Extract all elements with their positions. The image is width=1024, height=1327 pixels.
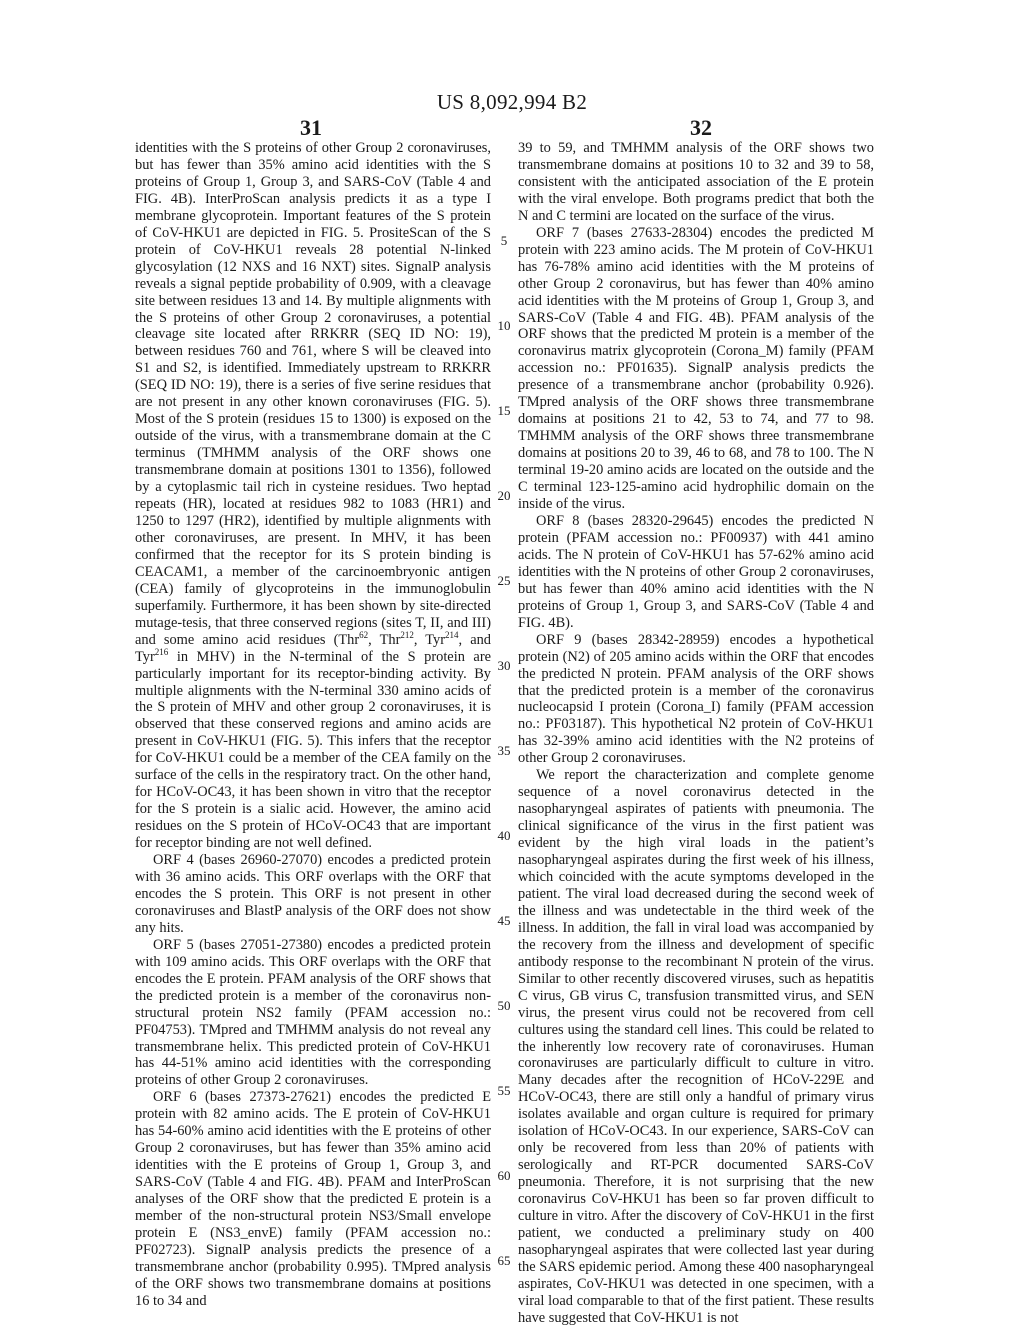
line-number: 25 xyxy=(497,573,511,588)
left-paragraph-orf4: ORF 4 (bases 26960-27070) encodes a predicted protein with 36 amino acids. This ORF overlaps with the ORF that encodes the S protein. This ORF is not present in other coronaviruses and BlastP analysis of the ORF does not show any hits. xyxy=(135,852,491,936)
line-number: 60 xyxy=(497,1168,511,1183)
left-paragraph-orf5: ORF 5 (bases 27051-27380) encodes a predicted protein with 109 amino acids. This ORF overlaps with the ORF that encodes the E protein. PFAM analysis of the ORF shows that the predicted protein is a member of the coronavirus non-structural protein NS2 family (PFAM accession no.: PF04753). TMpred and TMHMM analysis do not reveal any transmembrane helix. This predicted protein of CoV-HKU1 has 44-51% amino acid identities with the corresponding proteins of other Group 2 coronaviruses. xyxy=(135,936,491,1089)
line-number-gutter xyxy=(494,140,514,1300)
line-number: 45 xyxy=(497,913,511,928)
line-number: 20 xyxy=(497,488,511,503)
line-number: 50 xyxy=(497,998,511,1013)
patent-number-header: US 8,092,994 B2 xyxy=(436,90,588,114)
right-paragraph-orf8: ORF 8 (bases 28320-29645) encodes the predicted N protein (PFAM accession no.: PF00937) with 441 amino acids. The N protein of CoV-HKU1 has 57-62% amino acid identities with the N proteins of other Group 2 coronaviruses, but has fewer than 40% amino acid identities with the N proteins of Group 1, Group 3, and SARS-CoV (Table 4 and FIG. 4B). xyxy=(518,512,874,631)
left-text-column xyxy=(135,140,491,1310)
line-number: 65 xyxy=(497,1253,511,1268)
right-paragraph-orf7: ORF 7 (bases 27633-28304) encodes the predicted M protein with 223 amino acids. The M protein of CoV-HKU1 has 76-78% amino acid identities with the M proteins of other Group 2 coronavirus, but has fewer than 40% amino acid identities with the M proteins of Group 1, Group 3, and SARS-CoV (Table 4 and FIG. 4B). PFAM analysis of the ORF shows that the predicted M protein is a member of the coronavirus matrix glycoprotein (Corona_M) family (PFAM accession no.: PF01635). SignalP analysis predicts the presence of a transmembrane anchor (probability 0.926). TMpred analysis of the ORF shows three transmembrane domains at positions 21 to 42, 53 to 74, and 77 to 98. TMHMM analysis of the ORF shows three transmembrane domains at positions 20 to 39, 46 to 68, and 78 to 100. The N terminal 19-20 amino acids are located on the outside and the C terminal 123-125-amino acid hydrophilic domain on the inside of the virus. xyxy=(518,224,874,513)
line-number: 40 xyxy=(497,828,511,843)
line-number: 30 xyxy=(497,658,511,673)
right-paragraph-1: 39 to 59, and TMHMM analysis of the ORF shows two transmembrane domains at positions 10 to 32 and 39 to 58, consistent with the anticipated association of the E protein with the viral envelope. Both programs predict that both the N and C termini are located on the surface of the virus. xyxy=(518,140,874,224)
line-number: 55 xyxy=(497,1083,511,1098)
left-paragraph-orf6: ORF 6 (bases 27373-27621) encodes the predicted E protein with 82 amino acids. The E protein of CoV-HKU1 has 54-60% amino acid identities with the E proteins of other Group 2 coronaviruses, but has fewer than 35% amino acid identities with the E proteins of Group 1, Group 3, and SARS-CoV (Table 4 and FIG. 4B). PFAM and InterProScan analyses of the ORF show that the predicted E protein is a member of the non-structural protein NS3/Small envelope protein E (NS3_envE) family (PFAM accession no.: PF02723). SignalP analysis predicts the presence of a transmembrane anchor (probability 0.995). TMpred analysis of the ORF shows two transmembrane domains at positions 16 to 34 and xyxy=(135,1089,491,1309)
right-paragraph-discussion: We report the characterization and complete genome sequence of a novel coronavirus detected in the nasopharyngeal aspirates of patients with pneumonia. The clinical significance of the virus in the first patient was evident by the high viral loads in the patient’s nasopharyngeal aspirates during the first week of his illness, which coincided with the acute symptoms developed in the patient. The viral load decreased during the second week of the illness and was undetectable in the third week of the illness. In addition, the fall in viral load was accompanied by the recovery from the illness and development of specific antibody response to the recombinant N protein of the virus. Similar to other recently discovered viruses, such as hepatitis C virus, GB virus C, transfusion transmitted virus, and SEN virus, the present virus could not be recovered from cell cultures using the standard cell lines. This could be related to the inherently low recovery rate of coronaviruses. Human coronaviruses are particularly difficult to culture in vitro. Many decades after the recognition of HCoV-229E and HCoV-OC43, there are still only a handful of primary virus isolates available and organ culture is required for primary isolation of HCoV-OC43. In our experience, SARS-CoV can only be recovered from less than 20% of patients with serologically and RT-PCR documented SARS-CoV pneumonia. Therefore, it is not surprising that the new coronavirus CoV-HKU1 has been so far proven difficult to culture in vitro. After the discovery of CoV-HKU1 in the first patient, we conducted a preliminary study on 400 nasopharyngeal aspirates that were collected last year during the SARS epidemic period. Among these 400 nasopharyngeal aspirates, CoV-HKU1 was detected in one specimen, with a viral load comparable to that of the first patient. These results have suggested that CoV-HKU1 is not xyxy=(518,767,874,1326)
line-number: 5 xyxy=(500,233,508,248)
page-number-left: 31 xyxy=(300,115,322,140)
line-number: 15 xyxy=(497,403,511,418)
line-number: 10 xyxy=(497,318,511,333)
right-text-column xyxy=(518,140,874,1327)
page-number-right: 32 xyxy=(690,115,712,140)
line-number: 35 xyxy=(497,743,511,758)
right-paragraph-orf9: ORF 9 (bases 28342-28959) encodes a hypothetical protein (N2) of 205 amino acids within the ORF that encodes the predicted N protein. PFAM analysis of the ORF shows that the predicted protein is a member of the coronavirus nucleocapsid I protein (Corona_I) family (PFAM accession no.: PF03187). This hypothetical N2 protein of CoV-HKU1 has 32-39% amino acid identities with the N2 proteins of other Group 2 coronaviruses. xyxy=(518,631,874,767)
left-paragraph-1: identities with the S proteins of other Group 2 coronaviruses, but has fewer than 35% amino acid identities with the S proteins of Group 1, Group 3, and SARS-CoV (Table 4 and FIG. 4B). InterProScan analysis predicts it as a type I membrane glycoprotein. Important features of the S protein of CoV-HKU1 are depicted in FIG. 5. PrositeScan of the S protein of CoV-HKU1 reveals 28 potential N-linked glycosylation (12 NXS and 16 NXT) sites. SignalP analysis reveals a signal peptide probability of 0.909, with a cleavage site between residues 13 and 14. By multiple alignments with the S proteins of other Group 2 coronaviruses, a potential cleavage site located after RRKRR (SEQ ID NO: 19), between residues 760 and 761, where S will be cleaved into S1 and S2, is identified. Immediately upstream to RRKRR (SEQ ID NO: 19), there is a series of five serine residues that are not present in any other known coronaviruses (FIG. 5). Most of the S protein (residues 15 to 1300) is exposed on the outside of the virus, with a transmembrane domain at the C terminus (TMHMM analysis of the ORF shows one transmembrane domain at positions 1301 to 1356), followed by a cytoplasmic tail rich in cysteine residues. Two heptad repeats (HR), located at residues 982 to 1083 (HR1) and 1250 to 1297 (HR2), identified by multiple alignments with other coronaviruses, are present. In MHV, it has been confirmed that the receptor for its S protein binding is CEACAM1, a member of the carcinoembryonic antigen (CEA) family of glycoproteins in the immunoglobulin superfamily. Furthermore, it has been shown by site-directed mutage-tesis, that three conserved regions (sites T, II, and III) and some amino acid residues (Thr$^{62}$, Thr$^{212}$, Tyr$^{214}$, and Tyr$^{216}$ in MHV) in the N-terminal of the S protein are particularly important for its receptor-binding activity. By multiple alignments with the N-terminal 330 amino acids of the S protein of MHV and other group 2 coronaviruses, it is observed that these conserved regions and amino acids are present in CoV-HKU1 (FIG. 5). This infers that the receptor for CoV-HKU1 could be a member of the CEA family on the surface of the cells in the respiratory tract. On the other hand, for HCoV-OC43, it has been shown in vitro that the receptor for the S protein is a sialic acid. However, the amino acid residues on the S protein of HCoV-OC43 that are important for receptor binding are not well defined. xyxy=(135,140,491,852)
